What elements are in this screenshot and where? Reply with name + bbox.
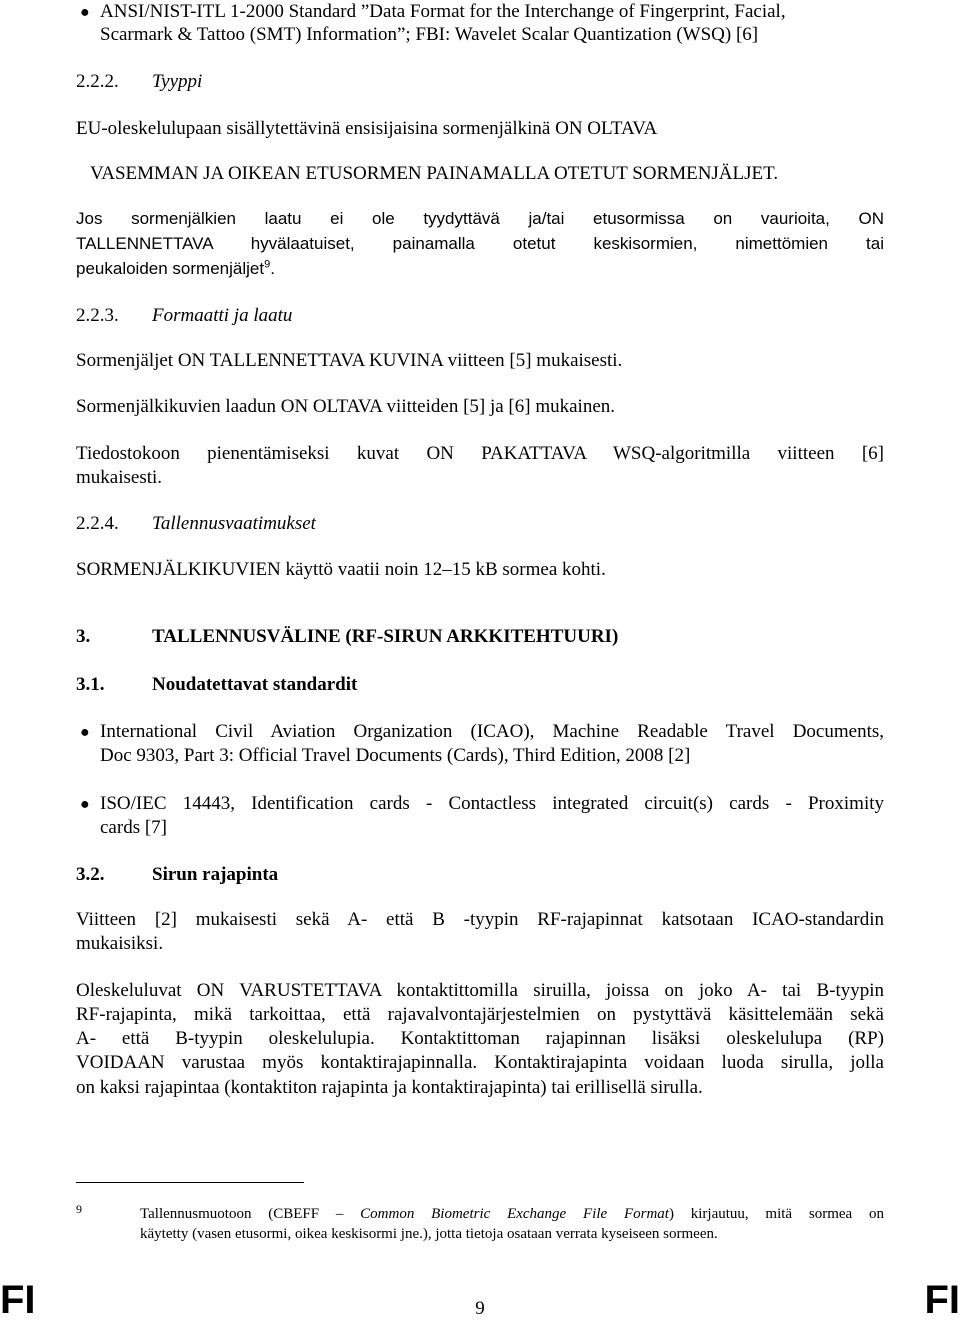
section-224-number: 2.2.4. bbox=[76, 513, 119, 534]
footnote-ref: 9 bbox=[264, 258, 271, 271]
footer-language-left: FI bbox=[0, 1278, 36, 1322]
bullet-symbol: ● bbox=[80, 796, 90, 813]
ansi-line-2: Scarmark & Tattoo (SMT) Information”; FBI: Wavelet Scalar Quantization (WSQ) [6] bbox=[100, 24, 759, 45]
section-32-number: 3.2. bbox=[76, 864, 105, 885]
bullet-symbol: ● bbox=[80, 724, 90, 741]
section-223-title: Formaatti ja laatu bbox=[152, 305, 293, 326]
jos-line-1: Jos sormenjälkien laatu ei ole tyydyttävä ja/tai etusormissa on vaurioita, ON bbox=[76, 209, 884, 228]
footnote-line-2: käytetty (vasen etusormi, oikea keskisormi jne.), jotta tietoja osataan verrata kyseiseen sormeen. bbox=[140, 1226, 718, 1242]
bullet-symbol: ● bbox=[80, 4, 90, 21]
footnote-mark: 9 bbox=[76, 1202, 82, 1216]
format-line-3a: Tiedostokoon pienentämiseksi kuvat ON PAKATTAVA WSQ-algoritmilla viitteen [6] bbox=[76, 443, 884, 464]
eu-line-2: VASEMMAN JA OIKEAN ETUSORMEN PAINAMALLA OTETUT SORMENJÄLJET. bbox=[90, 163, 779, 184]
section-3-number: 3. bbox=[76, 626, 91, 647]
footnote-line-1 bbox=[140, 1206, 884, 1223]
footnote-separator bbox=[76, 1182, 304, 1183]
page-number: 9 bbox=[475, 1298, 485, 1319]
jos-line-2: TALLENNETTAVA hyvälaatuiset, painamalla otetut keskisormien, nimettömien tai bbox=[76, 234, 884, 253]
oleskelu-line-5: on kaksi rajapintaa (kontaktiton rajapinta ja kontaktirajapinta) tai erillisellä sirulla. bbox=[76, 1077, 703, 1098]
jos-line-3-end: . bbox=[270, 259, 275, 278]
footnote-post: ) kirjautuu, mitä sormea on bbox=[668, 1206, 884, 1222]
footnote-pre: Tallennusmuotoon (CBEFF – bbox=[140, 1206, 361, 1222]
section-3-title: TALLENNUSVÄLINE (RF-SIRUN ARKKITEHTUURI) bbox=[152, 626, 619, 647]
icao-line-1: International Civil Aviation Organization (ICAO), Machine Readable Travel Documents, bbox=[100, 721, 884, 742]
oleskelu-line-3: A- että B-tyypin oleskelulupia. Kontaktittoman rajapinnan lisäksi oleskelulupa (RP) bbox=[76, 1028, 884, 1049]
footnote-italic: Common Biometric Exchange File Format bbox=[360, 1206, 669, 1222]
section-31-number: 3.1. bbox=[76, 674, 105, 695]
section-32-title: Sirun rajapinta bbox=[152, 864, 279, 885]
iso-line-2: cards [7] bbox=[100, 817, 167, 838]
oleskelu-line-2: RF-rajapinta, mikä tarkoittaa, että rajavalvontajärjestelmien on pystyttävä käsittelemään sekä bbox=[76, 1004, 884, 1025]
jos-line-3 bbox=[76, 259, 275, 279]
icao-line-2: Doc 9303, Part 3: Official Travel Documents (Cards), Third Edition, 2008 [2] bbox=[100, 745, 691, 766]
oleskelu-line-4: VOIDAAN varustaa myös kontaktirajapinnalla. Kontaktirajapinta voidaan luoda sirulla, jolla bbox=[76, 1052, 884, 1073]
section-223-number: 2.2.3. bbox=[76, 305, 119, 326]
oleskelu-line-1: Oleskeluluvat ON VARUSTETTAVA kontaktittomilla siruilla, joissa on joko A- tai B-tyypin bbox=[76, 980, 884, 1001]
format-line-1: Sormenjäljet ON TALLENNETTAVA KUVINA viitteen [5] mukaisesti. bbox=[76, 350, 623, 371]
viitteen-line-1: Viitteen [2] mukaisesti sekä A- että B -tyypin RF-rajapinnat katsotaan ICAO-standardin bbox=[76, 909, 884, 930]
format-line-3b: mukaisesti. bbox=[76, 467, 163, 488]
iso-line-1: ISO/IEC 14443, Identification cards - Contactless integrated circuit(s) cards - Proximity bbox=[100, 793, 884, 814]
jos-line-3-text: peukaloiden sormenjäljet bbox=[76, 259, 265, 278]
footer-language-right: FI bbox=[924, 1278, 960, 1322]
storage-line: SORMENJÄLKIKUVIEN käyttö vaatii noin 12–15 kB sormea kohti. bbox=[76, 559, 606, 580]
viitteen-line-2: mukaisiksi. bbox=[76, 933, 164, 954]
section-224-title: Tallennusvaatimukset bbox=[152, 513, 316, 534]
format-line-2: Sormenjälkikuvien laadun ON OLTAVA viitteiden [5] ja [6] mukainen. bbox=[76, 396, 616, 417]
section-222-title: Tyyppi bbox=[152, 71, 203, 92]
section-31-title: Noudatettavat standardit bbox=[152, 674, 358, 695]
ansi-line-1: ANSI/NIST-ITL 1-2000 Standard ”Data Format for the Interchange of Fingerprint, Facial, bbox=[100, 1, 786, 22]
section-222-number: 2.2.2. bbox=[76, 71, 119, 92]
eu-line-1: EU-oleskelulupaan sisällytettävinä ensisijaisina sormenjälkinä ON OLTAVA bbox=[76, 118, 658, 139]
